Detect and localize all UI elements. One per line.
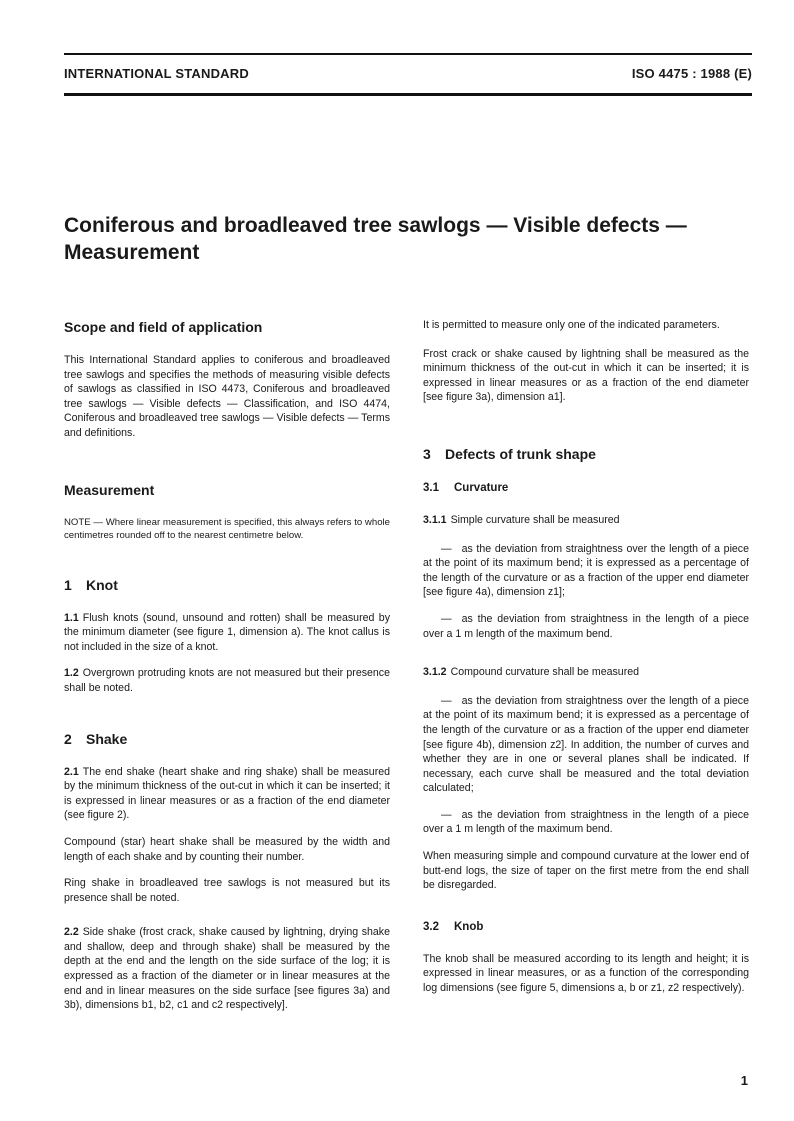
curvature-heading-text: Curvature — [454, 481, 509, 494]
shake-heading — [64, 730, 390, 748]
measurement-heading: Measurement — [64, 481, 155, 498]
document-title: Coniferous and broadleaved tree sawlogs — Visible defects — Measurement — [64, 214, 687, 264]
trunk-section-number: 3 — [423, 445, 431, 462]
parameters-note: It is permitted to measure only one of the indicated parameters. — [423, 319, 720, 331]
clause-text: The end shake (heart shake and ring shake) shall be measured by the minimum thickness of the out-cut in which it can be inserted; it is expressed in linear measures or as a fraction of the end diameter (see figure 2). — [64, 765, 390, 822]
clause-text: Compound curvature shall be measured — [450, 666, 639, 679]
clause-number: 2.1 — [64, 765, 79, 778]
taper-note: When measuring simple and compound curvature at the lower end of butt-end logs, the size of taper on the first metre from the end shall be disregarded. — [423, 850, 749, 892]
knot-clause-1-1 — [64, 611, 390, 655]
shake-compound-text: Compound (star) heart shake shall be measured by the width and length of each shake and by counting their number. — [64, 835, 390, 863]
knot-heading-text: Knot — [86, 576, 118, 593]
frost-crack-text: Frost crack or shake caused by lightning shall be measured as the minimum thickness of the out-cut in which it can be inserted; it is expressed in linear measures or as a fraction of the end diameter [see figure 3a), dimension a1]. — [423, 347, 749, 404]
knot-clause-1-2 — [64, 666, 390, 695]
shake-clause-2-1 — [64, 765, 390, 823]
clause-number: 3.1.2 — [423, 666, 447, 679]
item-text: as the deviation from straightness in the length of a piece over a 1 m length of the maximum bend. — [423, 612, 749, 640]
shake-heading-text: Shake — [86, 730, 128, 747]
clause-number: 3.1.1 — [423, 513, 447, 526]
clause-number: 1.2 — [64, 667, 79, 680]
knot-heading — [64, 576, 390, 594]
compound-curvature-item: — as the deviation from straightness over the length of a piece at the point of its maximum bend; it is expressed as a percentage of the length of the curvature or as a fraction of the upper end diameter [see figure 4b), dimension z2]. In addition, the number of curves and whether they are in one or several planes shall be indicated. If necessary, each curve shall be measured and the total deviation calculated; — [423, 694, 749, 795]
simple-curvature-lead — [423, 513, 749, 528]
shake-ring-text: Ring shake in broadleaved tree sawlogs is not measured but its presence shall be noted. — [64, 877, 390, 904]
shake-section-number: 2 — [64, 730, 72, 747]
simple-curvature-item: — as the deviation from straightness over the length of a piece at the point of its maximum bend; it is expressed as a percentage of the length of the curvature or as a fraction of the upper end diameter [see figure 4a), dimension z1]; — [423, 542, 749, 599]
clause-text: Side shake (frost crack, shake caused by lightning, drying shake and shallow, deep and through shake) shall be measured by the depth at the end and the length on the side surface of the log; it is expressed as a fraction of the diameter or in linear measures at the end and in linear measures on the side surface [see figures 3a) and 3b), dimensions b1, b2, c1 and c2 respectively]. — [64, 926, 390, 1012]
knob-text: The knob shall be measured according to its length and height; it is expressed in linear measures, or as a function of the corresponding log dimensions (see figure 5, dimensions a, b or z1, z2 respectively). — [423, 952, 749, 995]
compound-curvature-lead — [423, 665, 749, 680]
scope-heading: Scope and field of application — [64, 319, 263, 335]
header-top-rule — [64, 53, 752, 55]
shake-clause-2-2 — [64, 925, 390, 1013]
right-column — [423, 318, 749, 1008]
standard-number: ISO 4475 : 1988 (E) — [631, 66, 752, 81]
item-text: as the deviation from straightness over the length of a piece at the point of its maximum bend; it is expressed as a percentage of the length of the curvature or as a fraction of the upper end diameter [see figure 4a), dimension z1]; — [423, 542, 749, 599]
curvature-number: 3.1 — [423, 481, 439, 494]
header-bottom-rule — [64, 93, 752, 96]
knob-heading — [423, 919, 749, 935]
standard-type-label: INTERNATIONAL STANDARD — [64, 66, 249, 81]
clause-text: Simple curvature shall be measured — [450, 513, 620, 526]
left-column — [64, 318, 390, 1025]
knot-section-number: 1 — [64, 576, 72, 593]
clause-number: 2.2 — [64, 926, 79, 939]
knob-heading-text: Knob — [454, 920, 484, 933]
knob-number: 3.2 — [423, 920, 439, 933]
clause-number: 1.1 — [64, 611, 79, 624]
measurement-note: NOTE — Where linear measurement is specified, this always refers to whole centimetres rounded off to the nearest centimetre below. — [64, 516, 390, 541]
scope-text: This International Standard applies to coniferous and broadleaved tree sawlogs and specifies the methods of measuring visible defects of sawlogs as classified in ISO 4473, Coniferous and broadleaved tree sawlogs — Visible defects — Classification, and ISO 4474, Coniferous and broadleaved tree sawlogs — Visible defects — Terms and definitions. — [64, 354, 390, 439]
trunk-shape-heading — [423, 445, 749, 463]
clause-text: Overgrown protruding knots are not measured but their presence shall be noted. — [64, 667, 390, 694]
curvature-heading — [423, 480, 749, 496]
clause-text: Flush knots (sound, unsound and rotten) shall be measured by the minimum diameter (see figure 1, dimension a). The knot callus is not included in the size of a knot. — [64, 611, 390, 653]
trunk-heading-text: Defects of trunk shape — [445, 445, 596, 462]
compound-curvature-item: — as the deviation from straightness in the length of a piece over a 1 m length of the maximum bend. — [423, 808, 749, 836]
simple-curvature-item: — as the deviation from straightness in the length of a piece over a 1 m length of the maximum bend. — [423, 612, 749, 640]
page-number: 1 — [740, 1073, 748, 1088]
item-text: as the deviation from straightness over the length of a piece at the point of its maximum bend; it is expressed as a percentage of the length of the curvature or as a fraction of the upper end diameter [see figure 4b), dimension z2]. In addition, the number of curves and whether they are in one or several planes shall be indicated. If necessary, each curve shall be measured and the total deviation calculated; — [423, 694, 749, 795]
item-text: as the deviation from straightness in the length of a piece over a 1 m length of the maximum bend. — [423, 808, 749, 836]
